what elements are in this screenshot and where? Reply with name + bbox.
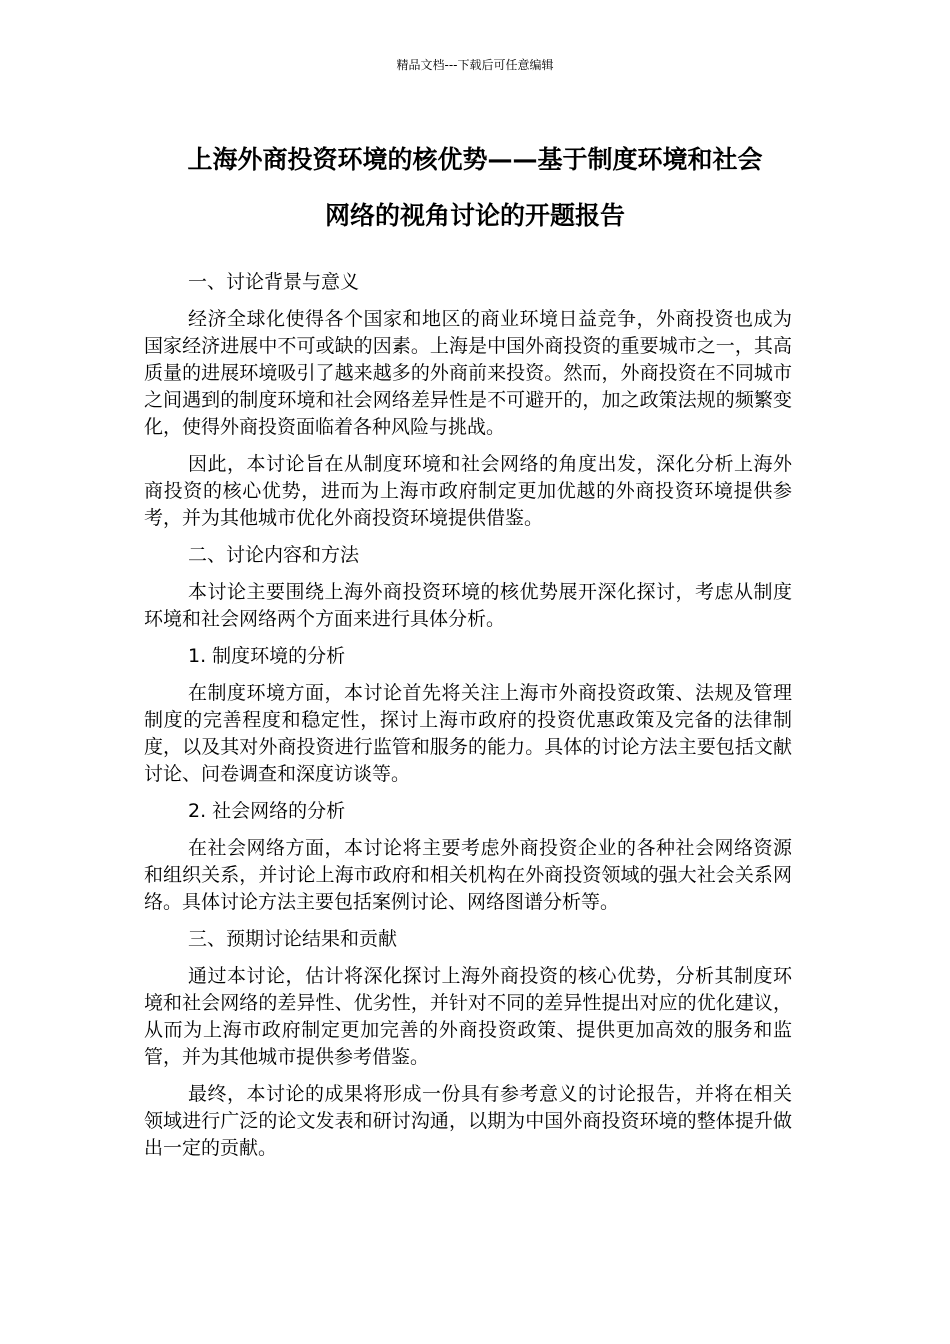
section-heading-expected-results: 三、预期讨论结果和贡献 bbox=[188, 928, 398, 950]
document-title bbox=[140, 132, 810, 244]
subsection-heading-institutional: 1. 制度环境的分析 bbox=[188, 645, 346, 667]
paragraph-background: 经济全球化使得各个国家和地区的商业环境日益竞争，外商投资也成为国家经济进展中不可或缺的因素。上海是中国外商投资的重要城市之一，其高质量的进展环境吸引了越来越多的外商前来投资。然而，外商投资在不同城市之间遇到的制度环境和社会网络差异性是不可避开的，加之政策法规的频繁变化，使得外商投资面临着各种风险与挑战。 bbox=[144, 308, 792, 438]
paragraph-purpose: 因此，本讨论旨在从制度环境和社会网络的角度出发，深化分析上海外商投资的核心优势，进而为上海市政府制定更加优越的外商投资环境提供参考，并为其他城市优化外商投资环境提供借鉴。 bbox=[144, 453, 792, 529]
paragraph-social-network: 在社会网络方面，本讨论将主要考虑外商投资企业的各种社会网络资源和组织关系，并讨论上海市政府和相关机构在外商投资领域的强大社会关系网络。具体讨论方法主要包括案例讨论、网络图谱分析等。 bbox=[144, 837, 792, 913]
paragraph-institutional: 在制度环境方面，本讨论首先将关注上海市外商投资政策、法规及管理制度的完善程度和稳定性，探讨上海市政府的投资优惠政策及完备的法律制度，以及其对外商投资进行监管和服务的能力。具体的讨论方法主要包括文献讨论、问卷调查和深度访谈等。 bbox=[144, 682, 792, 785]
section-heading-content-method: 二、讨论内容和方法 bbox=[188, 544, 360, 566]
title-line-2: 网络的视角讨论的开题报告 bbox=[324, 201, 625, 230]
paragraph-final-outcome: 最终，本讨论的成果将形成一份具有参考意义的讨论报告，并将在相关领域进行广泛的论文发表和研讨沟通，以期为中国外商投资环境的整体提升做出一定的贡献。 bbox=[144, 1083, 792, 1159]
page-header: 精品文档---下载后可任意编辑 bbox=[396, 58, 554, 72]
subsection-heading-social-network: 2. 社会网络的分析 bbox=[188, 800, 346, 822]
paragraph-content-overview: 本讨论主要围绕上海外商投资环境的核优势展开深化探讨，考虑从制度环境和社会网络两个方面来进行具体分析。 bbox=[144, 581, 792, 630]
paragraph-expected-results: 通过本讨论，估计将深化探讨上海外商投资的核心优势，分析其制度环境和社会网络的差异性、优劣性，并针对不同的差异性提出对应的优化建议，从而为上海市政府制定更加完善的外商投资政策、提供更加高效的服务和监管，并为其他城市提供参考借鉴。 bbox=[144, 965, 792, 1068]
document-body bbox=[144, 269, 792, 1172]
section-heading-background: 一、讨论背景与意义 bbox=[188, 271, 360, 293]
title-line-1: 上海外商投资环境的核优势——基于制度环境和社会 bbox=[187, 145, 763, 174]
